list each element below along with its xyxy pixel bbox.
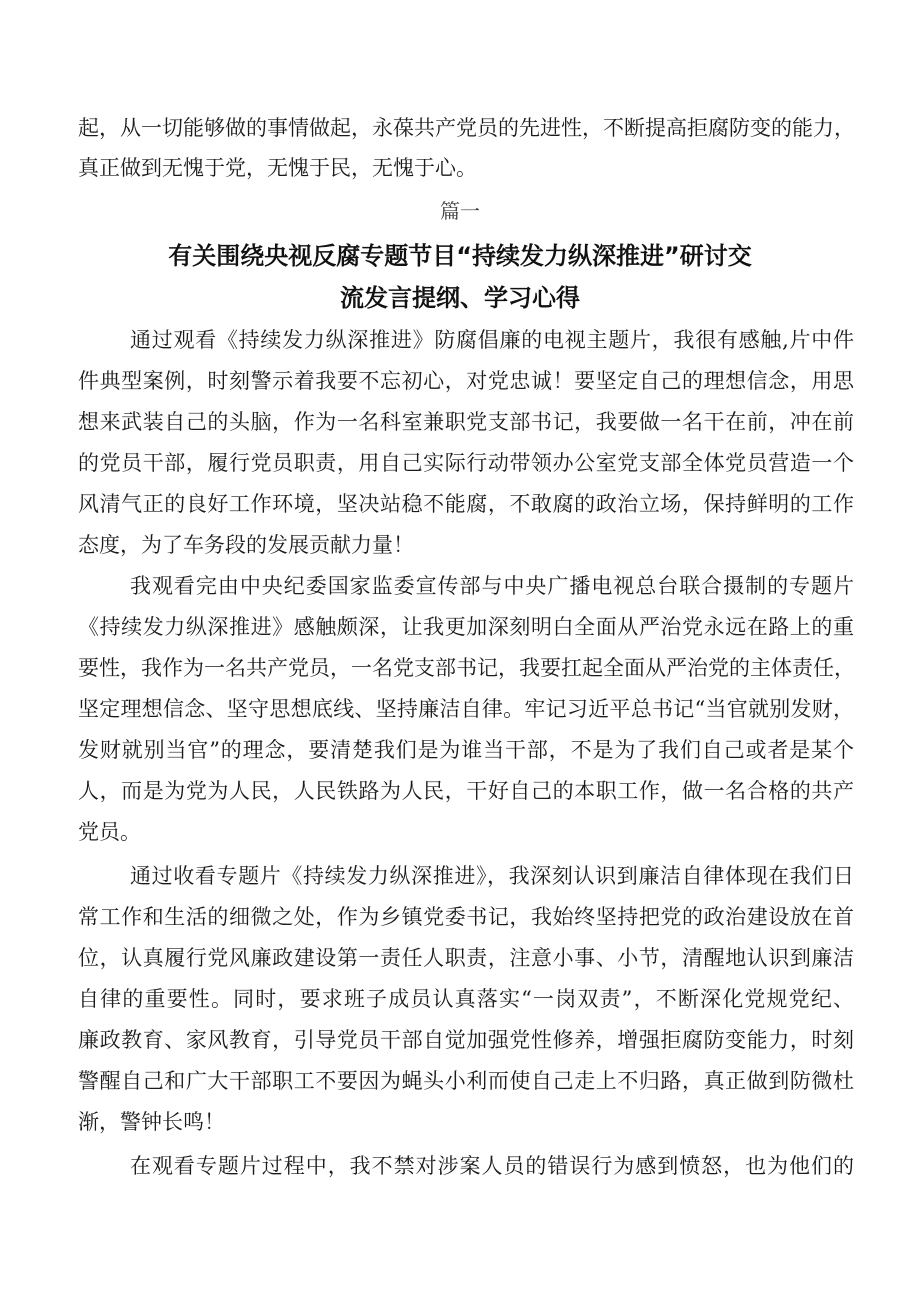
paragraph-4-line: 在观看专题片过程中，我不禁对涉案人员的错误行为感到愤怒，也为他们的 <box>130 1154 854 1178</box>
paragraph-3-line: 廉政教育、家风教育，引导党员干部自觉加强党性修养，增强拒腐防变能力，时刻 <box>78 1028 854 1052</box>
paragraph-1-line: 风清气正的良好工作环境，坚决站稳不能腐，不敢腐的政治立场，保持鲜明的工作 <box>78 492 854 516</box>
paragraph-1-line: 件典型案例，时刻警示着我要不忘初心，对党忠诚！要坚定自己的理想信念，用思 <box>78 369 854 393</box>
paragraph-1-line: 想来武装自己的头脑，作为一名科室兼职党支部书记，我要做一名干在前，冲在前 <box>78 410 854 434</box>
page-title-line-2: 流发言提纲、学习心得 <box>340 284 580 312</box>
paragraph-3-line: 自律的重要性。同时，要求班子成员认真落实“一岗双责”，不断深化党规党纪、 <box>78 987 854 1011</box>
paragraph-3-line: 警醒自己和广大干部职工不要因为蝇头小利而使自己走上不归路，真正做到防微杜 <box>78 1069 854 1093</box>
paragraph-2-line: 我观看完由中央纪委国家监委宣传部与中央广播电视总台联合摄制的专题片 <box>130 574 854 598</box>
paragraph-2-line: 发财就别当官”的理念，要清楚我们是为谁当干部，不是为了我们自己或者是某个 <box>78 738 854 762</box>
paragraph-1-line: 通过观看《持续发力纵深推进》防腐倡廉的电视主题片，我很有感触,片中件 <box>130 328 854 352</box>
intro-line: 真正做到无愧于党，无愧于民，无愧于心。 <box>78 156 477 180</box>
paragraph-1-line: 的党员干部，履行党员职责，用自己实际行动带领办公室党支部全体党员营造一个 <box>78 451 854 475</box>
paragraph-1-line: 态度，为了车务段的发展贡献力量！ <box>78 533 414 557</box>
paragraph-2-line: 人，而是为党为人民，人民铁路为人民，干好自己的本职工作，做一名合格的共产 <box>78 779 854 803</box>
section-label: 篇一 <box>440 199 480 223</box>
paragraph-3-line: 渐，警钟长鸣！ <box>78 1110 225 1134</box>
page-title-line-1: 有关围绕央视反腐专题节目“持续发力纵深推进”研讨交 <box>168 242 752 270</box>
paragraph-2-line: 《持续发力纵深推进》感触颇深，让我更加深刻明白全面从严治党永远在路上的重 <box>78 615 854 639</box>
paragraph-3-line: 通过收看专题片《持续发力纵深推进》，我深刻认识到廉洁自律体现在我们日 <box>130 864 854 888</box>
paragraph-2-line: 党员。 <box>78 820 141 844</box>
paragraph-2-line: 坚定理想信念、坚守思想底线、坚持廉洁自律。牢记习近平总书记“当官就别发财， <box>78 697 854 721</box>
paragraph-2-line: 要性，我作为一名共产党员，一名党支部书记，我要扛起全面从严治党的主体责任， <box>78 656 855 680</box>
paragraph-3-line: 位，认真履行党风廉政建设第一责任人职责，注意小事、小节，清醒地认识到廉洁 <box>78 946 854 970</box>
intro-line: 起，从一切能够做的事情做起，永葆共产党员的先进性，不断提高拒腐防变的能力， <box>78 116 855 140</box>
paragraph-3-line: 常工作和生活的细微之处，作为乡镇党委书记，我始终坚持把党的政治建设放在首 <box>78 905 854 929</box>
